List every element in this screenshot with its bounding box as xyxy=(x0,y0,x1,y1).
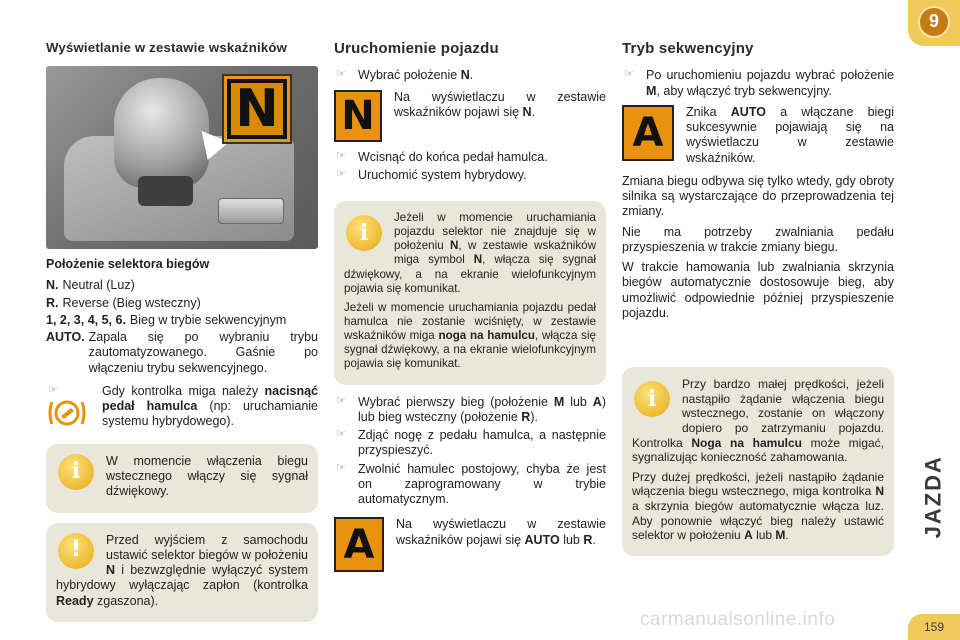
col2-title: Uruchomienie pojazdu xyxy=(334,40,499,57)
indicator-n-inset xyxy=(222,74,292,144)
page-number: 159 xyxy=(908,614,960,640)
selector-heading: Położenie selektora biegów xyxy=(46,257,210,272)
bullet-icon: ☞ xyxy=(336,68,346,81)
step-release-brake: ☞ Zdjąć nogę z pedału hamulca, a następnie przyspieszyć. xyxy=(336,428,606,458)
step-select-m: ☞ Po uruchomieniu pojazdu wybrać położenie M, aby włączyć tryb sekwencyjny. xyxy=(624,68,894,98)
warning-icon: ! xyxy=(58,533,94,569)
chapter-number: 9 xyxy=(918,6,950,38)
bullet-icon: ☞ xyxy=(48,383,58,396)
bullet-icon: ☞ xyxy=(336,149,346,162)
gear-knob xyxy=(114,78,209,188)
column-sequential xyxy=(622,40,894,556)
bullet-icon: ☞ xyxy=(336,394,346,407)
step-start-hybrid: ☞ Uruchomić system hybrydowy. xyxy=(336,167,527,182)
info-speed-p2: Przy dużej prędkości, jeżeli nastąpiło żądanie włączenia biegu wstecznego, miga kontrolka N a skrzynia biegów automatycznie włącza luz. Aby ponownie włączyć bieg należy ustawić selektor w położeniu A lub M. xyxy=(632,469,884,543)
info-start-p1: Jeżeli w momencie uruchamiania pojazdu selektor nie znajduje się w położeniu N, w zestawie wskaźników miga symbol N, włącza się sygnał dźwiękowy, a na ekranie wielofunkcyjnym pojawia się komunikat. xyxy=(344,211,597,295)
info-start-p2: Jeżeli w momencie uruchamiania pojazdu pedał hamulca nie zostanie wciśnięty, w zestawie wskaźników miga noga na hamulcu, włącza się sygnał dźwiękowy, a na ekranie wielofunkcyjnym pojawia się komunikat. xyxy=(344,300,596,371)
bullet-icon: ☞ xyxy=(336,461,346,474)
bullet-icon: ☞ xyxy=(624,68,634,81)
info-icon: i xyxy=(58,454,94,490)
bullet-icon: ☞ xyxy=(336,167,346,180)
column-start xyxy=(334,40,606,572)
seq-p3: W trakcie hamowania lub zwalniania skrzynia biegów automatycznie dostosowuje bieg, aby umożliwić odpowiednie później przyspieszenie pojazdu. xyxy=(622,260,894,320)
col1-title: Wyświetlanie w zestawie wskaźników xyxy=(46,40,288,55)
info-speed-p1: Przy bardzo małej prędkości, jeżeli nastąpiło żądanie włączenia biegu wstecznego, zostanie on włączony dopiero po zatrzymaniu pojazdu. Kontrolka Noga na hamulcu może migać, sygnalizując konieczność zahamowania. xyxy=(632,377,885,465)
info-icon: i xyxy=(346,215,382,251)
def-row: AUTO. Zapala się po wybraniu trybu zautomatyzowanego. Gaśnie po włączeniu trybu sekwencyjnego. xyxy=(46,330,318,375)
indicator-a-icon: A xyxy=(622,105,674,161)
def-row: 1, 2, 3, 4, 5, 6. Bieg w trybie sekwencyjnym xyxy=(46,312,287,327)
indicator-a-icon: A xyxy=(334,517,384,572)
warning-text: Przed wyjściem z samochodu ustawić selektor biegów w położeniu N i bezwzględnie wyłączyć system hybrydowy wyłączając zapłon (kontrolka Ready zgaszona). xyxy=(56,532,308,608)
step-parking-brake: ☞ Zwolnić hamulec postojowy, chyba że jest on zaprogramowany w trybie automatycznym. xyxy=(336,461,606,507)
indicator-letter: N xyxy=(235,79,279,140)
def-row: R. Reverse (Bieg wsteczny) xyxy=(46,295,201,310)
gear-selector-illustration xyxy=(46,66,318,249)
auto-disappears-note: A Znika AUTO a włączane biegi sukcesywnie pojawiają się na wyświetlaczu w zestawie wskaźników. xyxy=(622,105,894,166)
indicator-n-icon: N xyxy=(334,90,382,142)
warning-box-exit xyxy=(46,523,318,622)
step-select-gear: ☞ Wybrać pierwszy bieg (położenie M lub A) lub bieg wsteczny (położenie R). xyxy=(336,394,606,424)
info-icon: i xyxy=(634,381,670,417)
seq-p1: Zmiana biegu odbywa się tylko wtedy, gdy obroty silnika są wystarczające do przeprowadzenia tej zmiany. xyxy=(622,173,894,219)
chapter-tab xyxy=(908,0,960,46)
col3-title: Tryb sekwencyjny xyxy=(622,40,754,57)
n-display-note: N Na wyświetlaczu w zestawie wskaźników pojawi się N. xyxy=(334,90,606,142)
a-display-note: A Na wyświetlaczu w zestawie wskaźników pojawi się AUTO lub R. xyxy=(334,517,606,572)
def-row: N. Neutral (Luz) xyxy=(46,278,135,293)
gear-knob-base xyxy=(138,176,193,206)
info-box-reverse xyxy=(46,444,318,513)
info-box-reverse-speed xyxy=(622,367,894,556)
section-title-vertical: JAZDA xyxy=(920,455,946,539)
watermark: carmanualsonline.info xyxy=(640,609,836,630)
column-display xyxy=(46,40,318,622)
gear-panel xyxy=(218,198,284,224)
info-box-start xyxy=(334,201,606,385)
seq-p2: Nie ma potrzeby zwalniania pedału przyspieszenia w trakcie zmiany biegu. xyxy=(622,224,894,254)
brake-bullet: ☞ Gdy kontrolka miga należy nacisnąć pedał hamulca (np: uruchamianie systemu hybrydowego). xyxy=(48,383,318,429)
brake-note xyxy=(46,384,318,436)
step-brake: ☞ Wcisnąć do końca pedał hamulca. xyxy=(336,149,548,164)
step-select-n: ☞ Wybrać położenie N. xyxy=(336,68,474,83)
info-text: W momencie włączenia biegu wstecznego włączy się sygnał dźwiękowy. xyxy=(106,453,308,499)
bullet-icon: ☞ xyxy=(336,428,346,441)
